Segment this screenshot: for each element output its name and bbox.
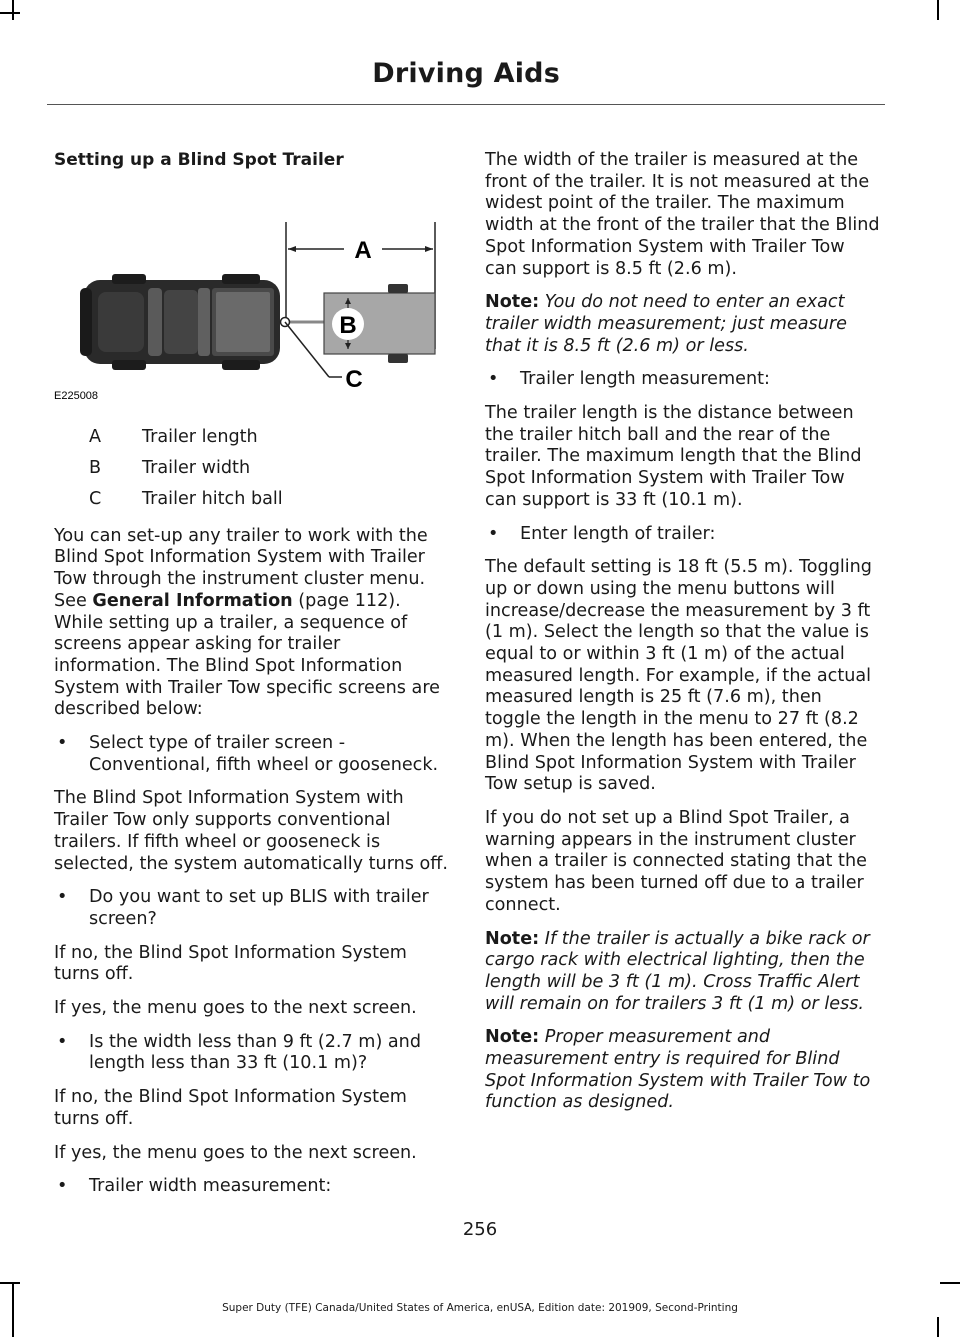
crop-mark — [937, 1317, 939, 1337]
section-title: Setting up a Blind Spot Trailer — [54, 150, 344, 170]
callout-b: B — [339, 311, 357, 339]
bullet-icon: • — [488, 369, 499, 390]
callout-c: C — [345, 365, 363, 393]
legend-key: B — [89, 457, 102, 478]
legend-row — [54, 458, 448, 489]
note: Note: If the trailer is actually a bike rack or cargo rack with electrical lighting, then the length will be 3 ft (1 m). Cross Traffic Alert will remain on for trailers 3 ft (1 m) or less. — [485, 928, 870, 1014]
right-column — [485, 150, 881, 1126]
figure-legend — [54, 427, 448, 520]
crop-mark — [12, 0, 14, 20]
bullet-icon: • — [57, 733, 68, 754]
arrow-left-icon — [288, 246, 296, 252]
general-information-link[interactable]: General Information — [92, 590, 293, 611]
left-column — [54, 150, 448, 1210]
paragraph: The trailer length is the distance between the trailer hitch ball and the rear of the trailer. The maximum length that the Blind Spot Information System with Trailer Tow can support is 33 ft (10.1 m). — [485, 403, 862, 510]
bullet-icon: • — [57, 887, 68, 908]
legend-value: Trailer hitch ball — [142, 488, 283, 509]
paragraph: If yes, the menu goes to the next screen. — [54, 998, 417, 1019]
list-item: • Trailer width measurement: — [54, 1176, 448, 1198]
crop-mark — [0, 1282, 20, 1284]
trailer-diagram — [54, 194, 448, 430]
note: Note: Proper measurement and measurement entry is required for Blind Spot Information System with Trailer Tow to function as designed. — [485, 1027, 871, 1113]
list-item: • Enter length of trailer: — [485, 524, 881, 546]
header-rule — [47, 104, 885, 105]
legend-key: A — [89, 426, 102, 447]
page-header-title: Driving Aids — [372, 58, 560, 89]
page-number: 256 — [462, 1219, 498, 1240]
crop-mark — [0, 12, 20, 14]
footer-text: Super Duty (TFE) Canada/United States of America, enUSA, Edition date: 201909, Second-Printing — [222, 1302, 738, 1314]
legend-row — [54, 427, 448, 458]
crop-mark — [940, 1282, 960, 1284]
paragraph: The default setting is 18 ft (5.5 m). Toggling up or down using the menu buttons will increase/decrease the measurement by 3 ft (1 m). Select the length so that the value is equal to or within 3 ft (1 m) of the actual measured length. For example, if the actual measured length is 25 ft (7.6 m), then toggle the length in the menu to 27 ft (8.2 m). When the length has been entered, the Blind Spot Information System with Trailer Tow setup is saved. — [485, 557, 872, 795]
paragraph: If no, the Blind Spot Information System turns off. — [54, 942, 407, 985]
legend-row — [54, 489, 448, 520]
crop-mark — [937, 0, 939, 20]
note: Note: You do not need to enter an exact trailer width measurement; just measure that it is 8.5 ft (2.6 m) or less. — [485, 292, 847, 356]
leader-line — [285, 322, 329, 377]
trailer-diagram-svg — [54, 194, 448, 402]
paragraph: The width of the trailer is measured at the front of the trailer. It is not measured at the widest point of the trailer. The maximum width at the front of the trailer that the Blind Spot Information System with Trailer Tow can support is 8.5 ft (2.6 m). — [485, 150, 880, 279]
legend-value: Trailer length — [142, 426, 258, 447]
list-item: • Trailer length measurement: — [485, 369, 881, 391]
legend-value: Trailer width — [142, 457, 251, 478]
bullet-icon: • — [57, 1031, 68, 1052]
arrow-right-icon — [425, 246, 433, 252]
callout-a: A — [354, 236, 372, 264]
paragraph: If no, the Blind Spot Information System turns off. — [54, 1087, 407, 1129]
legend-key: C — [89, 488, 102, 509]
bullet-icon: • — [488, 523, 499, 544]
paragraph: If you do not set up a Blind Spot Trailer, a warning appears in the instrument cluster when a trailer is connected stating that the system has been turned off due to a trailer connect. — [485, 807, 867, 915]
figure-code: E225008 — [54, 389, 99, 402]
list-item: • Do you want to set up BLIS with trailer screen? — [54, 887, 448, 930]
list-item: • Select type of trailer screen - Conventional, fifth wheel or gooseneck. — [54, 733, 448, 776]
intro-paragraph: You can set-up any trailer to work with the Blind Spot Information System with Trailer Tow through the instrument cluster menu. See General Information (page 112). While setting up a trailer, a sequence of screens appear asking for trailer information. The Blind Spot Information System with Trailer Tow specific screens are described below: — [54, 525, 440, 720]
paragraph: If yes, the menu goes to the next screen. — [54, 1142, 417, 1163]
paragraph: The Blind Spot Information System with Trailer Tow only supports conventional trailers. If fifth wheel or gooseneck is selected, the system automatically turns off. — [54, 788, 449, 874]
list-item: • Is the width less than 9 ft (2.7 m) and length less than 33 ft (10.1 m)? — [54, 1032, 448, 1075]
bullet-icon: • — [57, 1176, 68, 1197]
pickup-truck-icon — [80, 274, 280, 370]
